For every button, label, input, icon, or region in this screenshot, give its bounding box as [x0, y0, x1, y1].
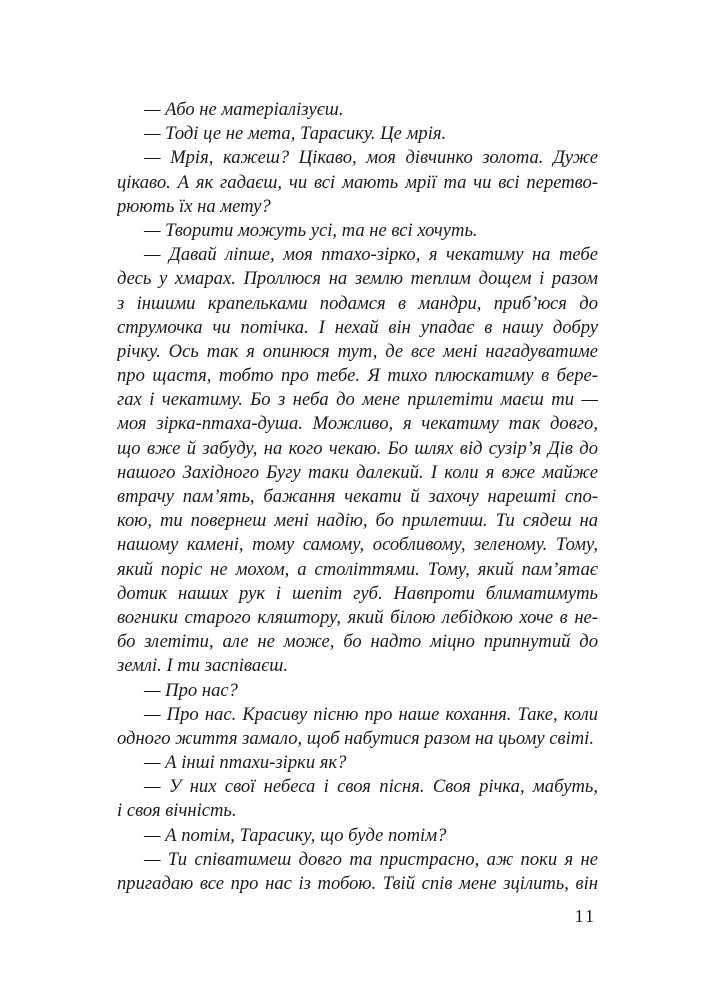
text-line: — Мрія, кажеш? Цікаво, моя дівчинко золота. Дуже	[144, 147, 598, 169]
text-line: — Про нас. Красиву пісню про наше кохання. Таке, коли	[144, 703, 598, 725]
text-line: кою, ти повернеш мені надію, бо прилетиш. Ти сядеш на	[117, 510, 598, 532]
text-line: — Про нас?	[144, 679, 238, 701]
text-line: який поріс не мохом, а століттями. Тому, який пам’ятає	[117, 558, 598, 580]
page-body-text	[117, 98, 598, 896]
text-line: землі. І ти заспіваєш.	[117, 655, 288, 677]
text-line: — Ти співатимеш довго та пристрасно, аж поки я не	[144, 848, 598, 870]
text-line: нашому камені, тому самому, особливому, зеленому. Тому,	[117, 534, 598, 556]
text-line: і своя вічність.	[117, 800, 237, 822]
text-line: пригадаю все про нас із тобою. Твій спів мене зцілить, він	[117, 873, 598, 894]
text-line: бо злетіти, але не може, бо надто міцно припнутий до	[117, 631, 598, 653]
page-number: 11	[574, 906, 596, 926]
text-line: дотик наших рук і шепіт губ. Навпроти блиматимуть	[117, 582, 598, 604]
text-line: — У них свої небеса і своя пісня. Своя річка, мабуть,	[144, 776, 598, 798]
text-line: моя зірка-птаха-душа. Можливо, я чекатиму так довго,	[117, 413, 598, 435]
text-line: — Тоді це не мета, Тарасику. Це мрія.	[144, 123, 447, 145]
text-line: річку. Ось так я опинюся тут, де все мені нагадуватиме	[117, 340, 598, 362]
text-line: десь у хмарах. Проллюся на землю теплим дощем і разом	[117, 268, 598, 290]
text-line: нашого Західного Бугу таки далекий. І коли я вже майже	[117, 461, 598, 483]
text-line: цікаво. А як гадаєш, чи всі мають мрії та чи всі перетво-	[117, 171, 598, 193]
text-line: — А потім, Тарасику, що буде потім?	[144, 824, 447, 846]
text-line: — Давай ліпше, моя птахо-зірко, я чекатиму на тебе	[144, 244, 598, 266]
text-line: гах і чекатиму. Бо з неба до мене прилетіти маєш ти —	[117, 389, 598, 411]
text-line: струмочка чи потічка. І нехай він упадає в нашу добру	[117, 316, 598, 338]
text-line: з іншими крапельками подамся в мандри, приб’юся до	[117, 292, 598, 314]
text-line: про щастя, тобто про тебе. Я тихо плюскатиму в бере-	[117, 365, 598, 387]
text-line: втрачу пам’ять, бажання чекати й захочу нарешті спо-	[117, 486, 598, 507]
text-line: вогники старого кляштору, який білою лебідкою хоче в не-	[117, 606, 598, 628]
text-line: що вже й забуду, на кого чекаю. Бо шлях від сузір’я Дів до	[117, 437, 598, 459]
text-line: — Або не матеріалізуєш.	[144, 99, 344, 120]
text-line: рюють їх на мету?	[117, 195, 271, 217]
text-line: одного життя замало, щоб набутися разом на цьому світі.	[117, 727, 594, 749]
text-line: — А інші птахи-зірки як?	[144, 752, 347, 774]
text-line: — Творити можуть усі, та не всі хочуть.	[144, 219, 478, 241]
